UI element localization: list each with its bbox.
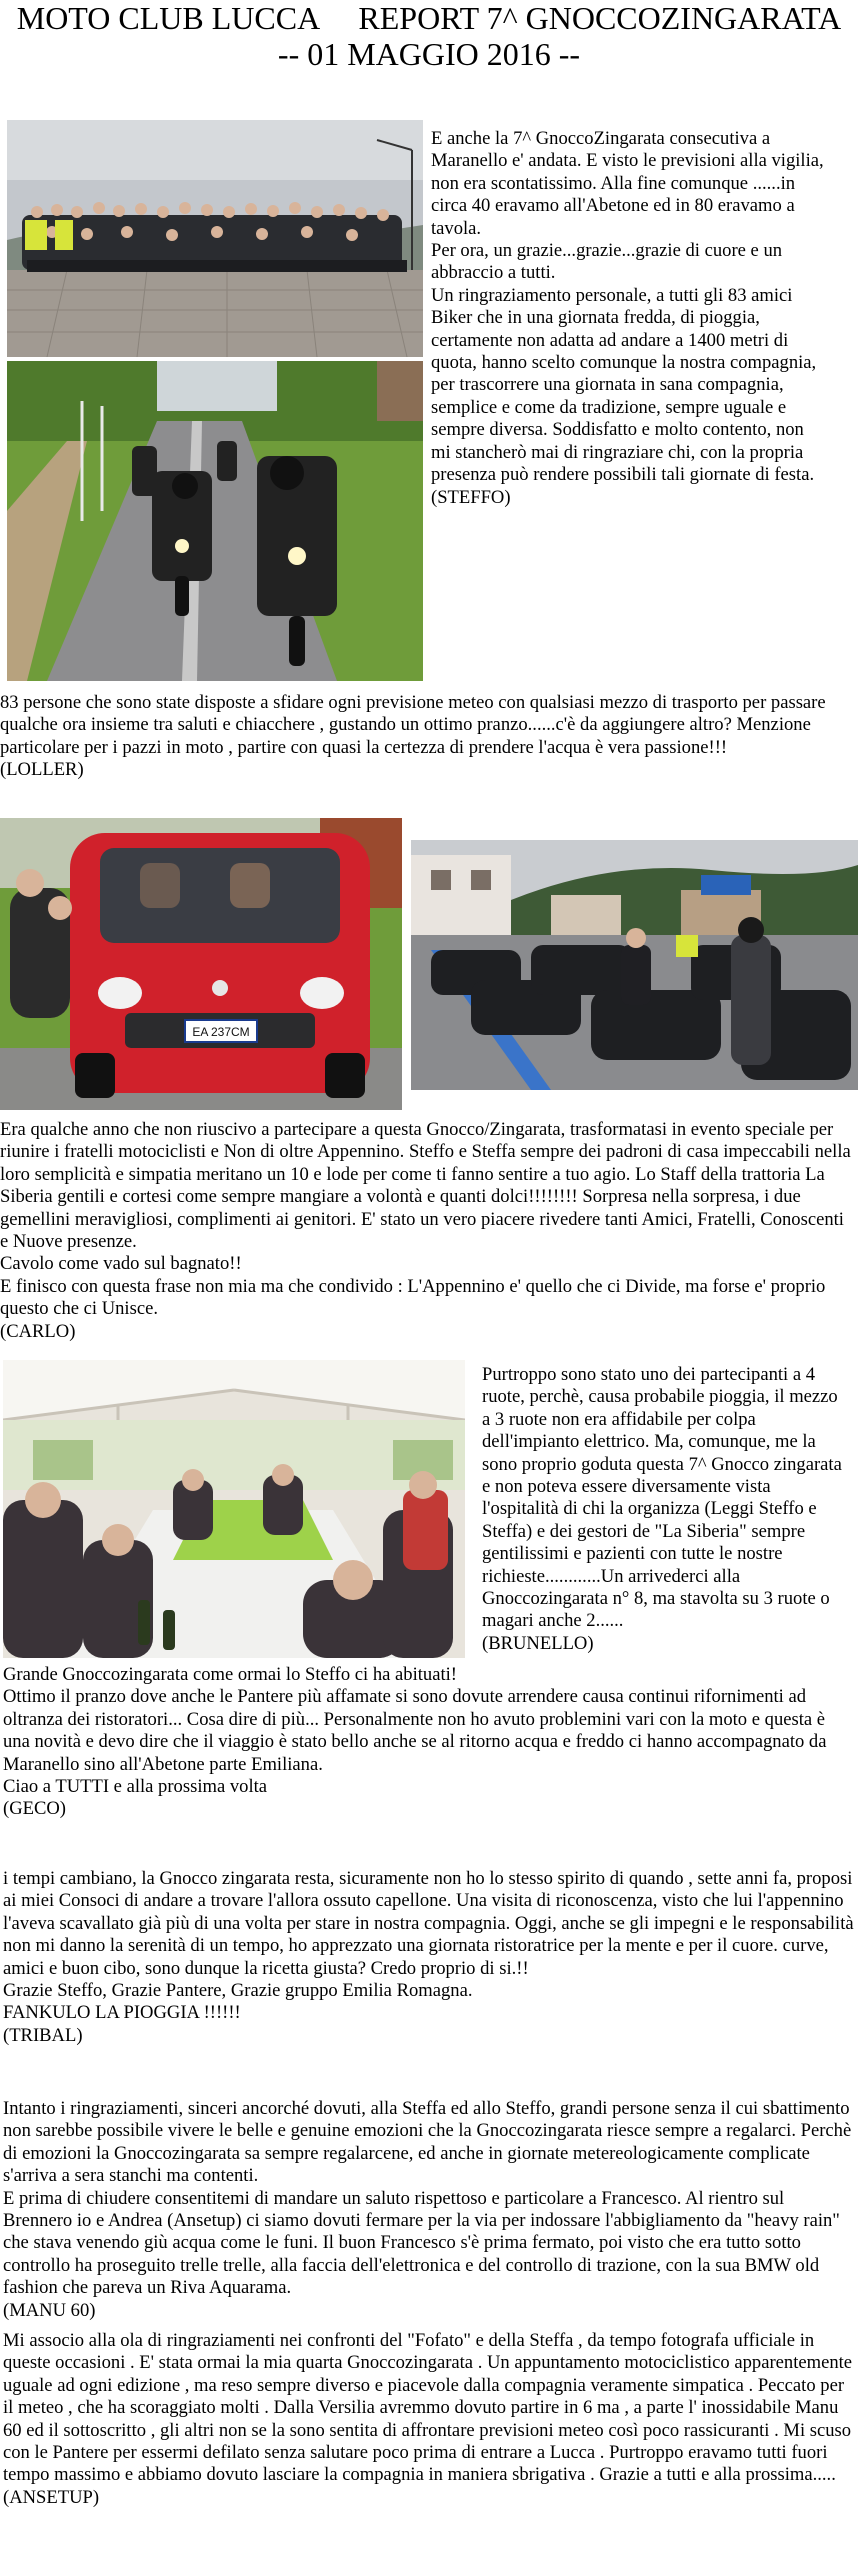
report-text: Grande Gnoccozingarata come ormai lo Steffo ci ha abituati! Ottimo il pranzo dove anche le Pantere più affamate si sono dovute arrendere causa continui rifornimenti ad oltranza dei ristoratori... Cosa dire di più... Personalmente non ho avuto problemini vari con la moto e questa è una novità e devo dire che il viaggio è stato bello anche se al ritorno acqua e freddo ci hanno accompagnato da Maranello sino all'Abetone parte Emiliana. Ciao a TUTTI e alla prossima volta	[3, 1664, 827, 1798]
report-text: E anche la 7^ GnoccoZingarata consecutiva a Maranello e' andata. E visto le previsioni alla vigilia, non era scontatissimo. Alla fine comunque ......in circa 40 eravamo all'Abetone ed in 80 eravamo a tavola. Per ora, un grazie...grazie...grazie di cuore e un abbraccio a tutti. Un ringraziamento personale, a tutti gli 83 amici Biker che in una giornata fredda, di pioggia, certamente non adatta ad andare a 1400 metri di quota, hanno scelto comunque la nostra compagnia, per trascorrere una giornata in sana compagnia, semplice e come da tradizione, sempre uguale e sempre diversa. Soddisfatto e molto contento, non mi stancherò mai di ringraziare chi, con la propria presenza può rendere possibili tali giornate di festa.	[431, 128, 824, 486]
report-text: Intanto i ringraziamenti, sinceri ancorché dovuti, alla Steffa ed allo Steffo, grandi persone senza il cui sbattimento non sarebbe possibile vivere le belle e genuine emozioni che la Gnoccozingarata riesce sempre a regalarci. Perchè di emozioni la Gnoccozingarata sa sempre regalarcene, ed anche in giornate metereologicamente complicate s'arriva a sera stanchi ma contenti. E prima di chiudere consentitemi di mandare un saluto rispettoso e particolare a Francesco. Al rientro sul Brennero io e Andrea (Ansetup) ci siamo dovuti fermare per la via per indossare l'abbigliamento da "heavy rain" che stava venendo giù acqua come le funi. Il buon Francesco s'è prima fermato, poi visto che era tutto sotto controllo ha proseguito trelle trelle, alla faccia dell'elettronica e del controllo di trazione, con la sua BMW old fashion che pareva un Riva Aquarama.	[3, 2098, 852, 2299]
report-steffo	[431, 128, 826, 509]
report-signature: (BRUNELLO)	[482, 1632, 594, 1654]
license-plate: EA 237CM	[192, 1025, 250, 1039]
report-text: Purtroppo sono stato uno dei partecipanti a 4 ruote, perchè, causa probabile pioggia, il mezzo a 3 ruote non era affidabile per colpa dell'impianto elettrico. Ma, comunque, me la sono proprio goduta questa 7^ Gnocco zingarata e non poteva essere diversamente vista l'ospitalità di chi la organizza (Leggi Steffo e Steffa) e dei gestori de "La Siberia" sempre gentilissimi e pazienti con tutte le nostre richieste............Un arrivederci alla Gnoccozingarata n° 8, ma stavolta su 3 ruote o magari anche 2......	[482, 1364, 842, 1632]
report-geco	[3, 1664, 855, 1821]
parked-motorcycles-photo	[411, 840, 858, 1090]
title-line-1: MOTO CLUB LUCCA REPORT 7^ GNOCCOZINGARATA	[16, 0, 842, 36]
report-text: 83 persone che sono state disposte a sfidare ogni previsione meteo con qualsiasi mezzo di trasporto per passare qualche ora insieme tra saluti e chiacchere , gustando un ottimo pranzo......c'è da aggiungere altro? Menzione particolare per i pazzi in moto , partire con quasi la certezza di prendere l'acqua è vera passione!!!	[0, 692, 826, 758]
report-signature: (GECO)	[3, 1798, 66, 1820]
group-photo	[7, 120, 423, 357]
report-text: Mi associo alla ola di ringraziamenti nei confronti del "Fofato" e della Steffa , da tempo fotografa ufficiale in queste occasioni . E' stata ormai la mia quarta Gnoccozingarata . Un appuntamento motociclistico apparentemente uguale ad ogni edizione , ma reso sempre diverso e piacevole dalla compagnia veramente simpatica . Peccato per il meteo , che ha scoraggiato molti . Dalla Versilia avremmo dovuto partire in 6 ma , a parte l' inossidabile Manu 60 ed il sottoscritto , gli altri non se la sono sentita di affrontare previsioni meteo così poco rassicuranti . Mi scuso con le Pantere per essermi defilato senza salutare poco prima di entrare a Lucca . Purtroppo eravamo tutti fuori tempo massimo e abbiamo dovuto lasciare la compagnia in maniera sbrigativa . Grazie a tutti e alla prossima.....	[3, 2330, 853, 2486]
report-carlo	[0, 1119, 855, 1343]
report-tribal	[3, 1868, 855, 2047]
report-signature: (STEFFO)	[431, 486, 511, 508]
bikers-road-photo	[7, 361, 423, 681]
red-van-photo	[0, 818, 402, 1110]
report-signature: (CARLO)	[0, 1320, 76, 1342]
report-title	[0, 0, 858, 72]
report-signature: (MANU 60)	[3, 2299, 96, 2321]
report-signature: (ANSETUP)	[3, 2486, 100, 2508]
title-line-2: -- 01 MAGGIO 2016 --	[277, 36, 581, 72]
report-brunello	[482, 1364, 842, 1655]
report-text: Era qualche anno che non riuscivo a partecipare a questa Gnocco/Zingarata, trasformatasi in evento speciale per riunire i fratelli motociclisti e Non di oltre Appennino. Steffo e Steffa sempre dei padroni di casa impeccabili nella loro semplicità e simpatia meritano un 10 e lode per come ti fanno sentire a tuo agio. Lo Staff della trattoria La Siberia gentili e cortesi come sempre mangiare a volontà e quanti dolci!!!!!!!! Sorpresa nella sorpresa, i due gemellini meravigliosi, complimenti ai genitori. E' stato un vero piacere rivedere tanti Amici, Fratelli, Conoscenti e Nuove presenze. Cavolo come vado sul bagnato!! E finisco con questa frase non mia ma che condivido : L'Appennino e' quello che ci Divide, ma forse e' proprio questo che ci Unisce.	[0, 1119, 851, 1320]
report-signature: (TRIBAL)	[3, 2024, 83, 2046]
report-manu60	[3, 2098, 855, 2322]
report-loller	[0, 692, 855, 782]
report-text: i tempi cambiano, la Gnocco zingarata resta, sicuramente non ho lo stesso spirito di quando , sette anni fa, proposi ai miei Consoci di andare a trovare l'allora ossuto capellone. Una visita di riconoscenza, visto che lui l'appennino l'aveva scavallato già più di una volta per stare in nostra compagnia. Oggi, anche se gli impegni e le responsabilità non mi danno la serenità di un tempo, ho apprezzato una giornata ristoratrice per la mente e per il cuore. curve, amici e buon cibo, sono dunque la ricetta giusta? Credo proprio di si.!! Grazie Steffo, Grazie Pantere, Grazie gruppo Emilia Romagna. FANKULO LA PIOGGIA !!!!!!	[3, 1868, 854, 2024]
restaurant-lunch-photo	[3, 1360, 465, 1658]
report-signature: (LOLLER)	[0, 759, 84, 781]
report-ansetup	[3, 2330, 855, 2509]
